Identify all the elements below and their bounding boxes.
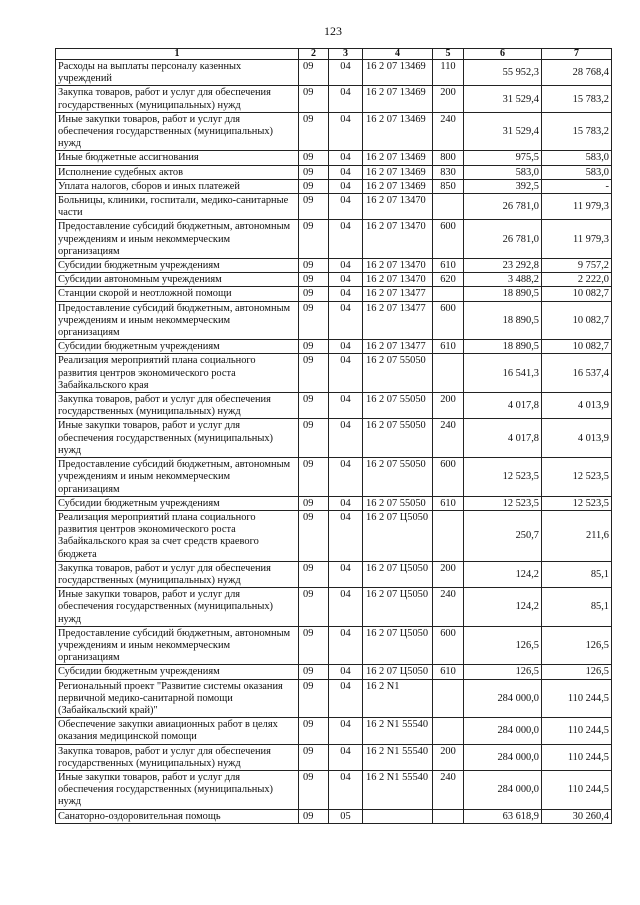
row-expense-type: 240 [433,112,464,151]
row-name: Станции скорой и неотложной помощи [56,287,299,301]
row-target-article: 16 2 07 13470 [363,273,433,287]
row-amount-col6: 392,5 [464,179,542,193]
table-row [56,220,612,259]
row-amount-col7: 583,0 [542,151,612,165]
row-section-code: 09 [299,588,329,627]
column-header-4: 4 [363,49,433,60]
row-name: Субсидии автономным учреждениям [56,273,299,287]
row-subsection-code: 04 [329,744,363,770]
table-row [56,496,612,510]
row-name: Реализация мероприятий плана социального развития центров экономического роста Забайкальского края [56,354,299,393]
row-target-article: 16 2 07 Ц5050 [363,626,433,665]
row-target-article: 16 2 07 Ц5050 [363,665,433,679]
row-section-code: 09 [299,287,329,301]
row-expense-type: 800 [433,151,464,165]
row-expense-type [433,809,464,823]
row-subsection-code: 04 [329,194,363,220]
row-subsection-code: 04 [329,496,363,510]
row-section-code: 09 [299,86,329,112]
row-section-code: 09 [299,393,329,419]
table-header [56,49,612,60]
row-amount-col6: 284 000,0 [464,679,542,718]
row-section-code: 09 [299,273,329,287]
row-subsection-code: 04 [329,770,363,809]
table-row [56,179,612,193]
row-amount-col7: 28 768,4 [542,60,612,86]
table-row [56,259,612,273]
row-subsection-code: 04 [329,665,363,679]
row-amount-col7: 4 013,9 [542,393,612,419]
table-row [56,151,612,165]
row-name: Санаторно-оздоровительная помощь [56,809,299,823]
row-target-article: 16 2 N1 55540 [363,744,433,770]
table-row [56,510,612,561]
row-section-code: 09 [299,458,329,497]
row-target-article: 16 2 07 13470 [363,220,433,259]
table-row [56,301,612,340]
row-expense-type: 620 [433,273,464,287]
header-row [56,49,612,60]
column-header-6: 6 [464,49,542,60]
row-subsection-code: 04 [329,626,363,665]
row-amount-col6: 4 017,8 [464,393,542,419]
row-amount-col6: 12 523,5 [464,496,542,510]
row-section-code: 09 [299,60,329,86]
row-target-article: 16 2 07 55050 [363,393,433,419]
row-section-code: 09 [299,496,329,510]
row-amount-col7: 30 260,4 [542,809,612,823]
row-target-article: 16 2 07 Ц5050 [363,588,433,627]
row-subsection-code: 04 [329,510,363,561]
row-target-article [363,809,433,823]
row-subsection-code: 04 [329,259,363,273]
row-section-code: 09 [299,179,329,193]
row-section-code: 09 [299,112,329,151]
row-subsection-code: 04 [329,419,363,458]
row-amount-col7: - [542,179,612,193]
row-expense-type: 610 [433,340,464,354]
row-name: Уплата налогов, сборов и иных платежей [56,179,299,193]
row-expense-type: 600 [433,301,464,340]
row-expense-type: 600 [433,626,464,665]
row-section-code: 09 [299,340,329,354]
row-amount-col7: 10 082,7 [542,301,612,340]
row-amount-col6: 250,7 [464,510,542,561]
row-amount-col6: 284 000,0 [464,744,542,770]
row-subsection-code: 04 [329,165,363,179]
table-row [56,588,612,627]
row-amount-col6: 3 488,2 [464,273,542,287]
row-name: Предоставление субсидий бюджетным, автономным учреждениям и иным некоммерческим организациям [56,626,299,665]
row-amount-col6: 126,5 [464,665,542,679]
page-number: 123 [324,24,342,38]
row-subsection-code: 05 [329,809,363,823]
row-expense-type [433,194,464,220]
table-row [56,60,612,86]
row-name: Иные закупки товаров, работ и услуг для обеспечения государственных (муниципальных) нужд [56,419,299,458]
table-row [56,340,612,354]
table-row [56,86,612,112]
row-section-code: 09 [299,419,329,458]
row-subsection-code: 04 [329,679,363,718]
row-amount-col7: 211,6 [542,510,612,561]
table-row [56,809,612,823]
column-header-7: 7 [542,49,612,60]
table-row [56,458,612,497]
row-amount-col6: 583,0 [464,165,542,179]
row-subsection-code: 04 [329,287,363,301]
row-target-article: 16 2 07 13477 [363,301,433,340]
table-row [56,626,612,665]
row-amount-col7: 15 783,2 [542,112,612,151]
row-amount-col6: 31 529,4 [464,86,542,112]
row-subsection-code: 04 [329,179,363,193]
row-amount-col6: 55 952,3 [464,60,542,86]
budget-table [55,48,612,824]
row-target-article: 16 2 07 55050 [363,458,433,497]
row-amount-col6: 126,5 [464,626,542,665]
row-subsection-code: 04 [329,86,363,112]
table-row [56,287,612,301]
table-row [56,354,612,393]
row-subsection-code: 04 [329,458,363,497]
row-section-code: 09 [299,770,329,809]
row-section-code: 09 [299,510,329,561]
row-amount-col7: 2 222,0 [542,273,612,287]
row-section-code: 09 [299,679,329,718]
row-amount-col7: 11 979,3 [542,220,612,259]
row-name: Иные закупки товаров, работ и услуг для обеспечения государственных (муниципальных) нужд [56,112,299,151]
row-section-code: 09 [299,165,329,179]
row-name: Иные закупки товаров, работ и услуг для обеспечения государственных (муниципальных) нужд [56,770,299,809]
row-amount-col7: 9 757,2 [542,259,612,273]
row-name: Закупка товаров, работ и услуг для обеспечения государственных (муниципальных) нужд [56,86,299,112]
row-amount-col6: 23 292,8 [464,259,542,273]
row-amount-col6: 124,2 [464,561,542,587]
row-name: Закупка товаров, работ и услуг для обеспечения государственных (муниципальных) нужд [56,561,299,587]
row-subsection-code: 04 [329,561,363,587]
row-section-code: 09 [299,220,329,259]
row-amount-col6: 124,2 [464,588,542,627]
row-name: Обеспечение закупки авиационных работ в целях оказания медицинской помощи [56,718,299,744]
row-amount-col6: 12 523,5 [464,458,542,497]
row-section-code: 09 [299,151,329,165]
row-name: Региональный проект "Развитие системы оказания первичной медико-санитарной помощи (Забайкальский край)" [56,679,299,718]
row-amount-col7: 4 013,9 [542,419,612,458]
table-row [56,194,612,220]
row-expense-type [433,718,464,744]
row-subsection-code: 04 [329,60,363,86]
row-expense-type: 200 [433,744,464,770]
row-target-article: 16 2 07 55050 [363,419,433,458]
row-amount-col7: 85,1 [542,561,612,587]
row-name: Предоставление субсидий бюджетным, автономным учреждениям и иным некоммерческим организациям [56,220,299,259]
row-name: Иные бюджетные ассигнования [56,151,299,165]
row-amount-col6: 31 529,4 [464,112,542,151]
row-amount-col7: 85,1 [542,588,612,627]
row-subsection-code: 04 [329,588,363,627]
row-subsection-code: 04 [329,718,363,744]
row-expense-type: 110 [433,60,464,86]
row-expense-type: 610 [433,496,464,510]
row-section-code: 09 [299,626,329,665]
row-target-article: 16 2 07 Ц5050 [363,561,433,587]
row-subsection-code: 04 [329,273,363,287]
row-target-article: 16 2 07 13477 [363,287,433,301]
row-amount-col6: 284 000,0 [464,718,542,744]
row-subsection-code: 04 [329,393,363,419]
column-header-3: 3 [329,49,363,60]
row-name: Закупка товаров, работ и услуг для обеспечения государственных (муниципальных) нужд [56,393,299,419]
row-subsection-code: 04 [329,301,363,340]
row-expense-type: 610 [433,665,464,679]
row-target-article: 16 2 N1 [363,679,433,718]
row-target-article: 16 2 N1 55540 [363,770,433,809]
row-expense-type: 200 [433,86,464,112]
column-header-1: 1 [56,49,299,60]
row-amount-col7: 110 244,5 [542,744,612,770]
row-amount-col6: 975,5 [464,151,542,165]
row-amount-col7: 11 979,3 [542,194,612,220]
row-target-article: 16 2 N1 55540 [363,718,433,744]
row-name: Реализация мероприятий плана социального развития центров экономического роста Забайкальского края за счет средств краевого бюджета [56,510,299,561]
row-target-article: 16 2 07 13469 [363,112,433,151]
row-expense-type [433,354,464,393]
row-target-article: 16 2 07 55050 [363,354,433,393]
row-expense-type [433,510,464,561]
row-expense-type: 850 [433,179,464,193]
row-section-code: 09 [299,301,329,340]
row-amount-col6: 4 017,8 [464,419,542,458]
row-name: Иные закупки товаров, работ и услуг для обеспечения государственных (муниципальных) нужд [56,588,299,627]
row-name: Предоставление субсидий бюджетным, автономным учреждениям и иным некоммерческим организациям [56,458,299,497]
row-subsection-code: 04 [329,112,363,151]
row-expense-type: 240 [433,419,464,458]
table-row [56,112,612,151]
row-name: Предоставление субсидий бюджетным, автономным учреждениям и иным некоммерческим организациям [56,301,299,340]
row-amount-col7: 10 082,7 [542,340,612,354]
row-section-code: 09 [299,809,329,823]
row-expense-type: 600 [433,220,464,259]
row-amount-col6: 284 000,0 [464,770,542,809]
row-amount-col7: 110 244,5 [542,679,612,718]
row-name: Закупка товаров, работ и услуг для обеспечения государственных (муниципальных) нужд [56,744,299,770]
row-name: Субсидии бюджетным учреждениям [56,259,299,273]
row-expense-type: 830 [433,165,464,179]
row-expense-type [433,287,464,301]
row-section-code: 09 [299,259,329,273]
row-target-article: 16 2 07 13470 [363,194,433,220]
row-amount-col6: 26 781,0 [464,220,542,259]
row-expense-type: 200 [433,393,464,419]
table-row [56,419,612,458]
row-amount-col6: 18 890,5 [464,301,542,340]
row-name: Субсидии бюджетным учреждениям [56,496,299,510]
row-name: Субсидии бюджетным учреждениям [56,665,299,679]
row-target-article: 16 2 07 55050 [363,496,433,510]
table-row [56,273,612,287]
row-amount-col7: 16 537,4 [542,354,612,393]
row-amount-col7: 126,5 [542,665,612,679]
table-row [56,770,612,809]
row-subsection-code: 04 [329,151,363,165]
row-amount-col7: 110 244,5 [542,770,612,809]
table-row [56,393,612,419]
row-target-article: 16 2 07 13469 [363,165,433,179]
row-section-code: 09 [299,194,329,220]
row-amount-col7: 12 523,5 [542,496,612,510]
row-amount-col7: 15 783,2 [542,86,612,112]
row-expense-type: 240 [433,588,464,627]
row-amount-col7: 583,0 [542,165,612,179]
row-expense-type [433,679,464,718]
table-row [56,665,612,679]
row-amount-col6: 18 890,5 [464,340,542,354]
row-target-article: 16 2 07 13477 [363,340,433,354]
row-amount-col7: 126,5 [542,626,612,665]
row-name: Больницы, клиники, госпитали, медико-санитарные части [56,194,299,220]
table-body [56,60,612,824]
row-section-code: 09 [299,744,329,770]
row-amount-col6: 26 781,0 [464,194,542,220]
row-amount-col6: 63 618,9 [464,809,542,823]
row-amount-col7: 12 523,5 [542,458,612,497]
row-section-code: 09 [299,561,329,587]
row-target-article: 16 2 07 13469 [363,60,433,86]
row-name: Субсидии бюджетным учреждениям [56,340,299,354]
row-section-code: 09 [299,718,329,744]
row-expense-type: 600 [433,458,464,497]
row-expense-type: 240 [433,770,464,809]
row-section-code: 09 [299,354,329,393]
row-target-article: 16 2 07 Ц5050 [363,510,433,561]
row-target-article: 16 2 07 13469 [363,179,433,193]
row-subsection-code: 04 [329,354,363,393]
table-row [56,679,612,718]
row-amount-col7: 110 244,5 [542,718,612,744]
row-subsection-code: 04 [329,220,363,259]
row-amount-col6: 16 541,3 [464,354,542,393]
row-subsection-code: 04 [329,340,363,354]
row-expense-type: 200 [433,561,464,587]
row-target-article: 16 2 07 13470 [363,259,433,273]
table-row [56,165,612,179]
table-row [56,744,612,770]
column-header-2: 2 [299,49,329,60]
row-section-code: 09 [299,665,329,679]
table-row [56,718,612,744]
row-amount-col6: 18 890,5 [464,287,542,301]
row-target-article: 16 2 07 13469 [363,86,433,112]
row-expense-type: 610 [433,259,464,273]
row-target-article: 16 2 07 13469 [363,151,433,165]
column-header-5: 5 [433,49,464,60]
table-row [56,561,612,587]
row-amount-col7: 10 082,7 [542,287,612,301]
row-name: Исполнение судебных актов [56,165,299,179]
row-name: Расходы на выплаты персоналу казенных учреждений [56,60,299,86]
